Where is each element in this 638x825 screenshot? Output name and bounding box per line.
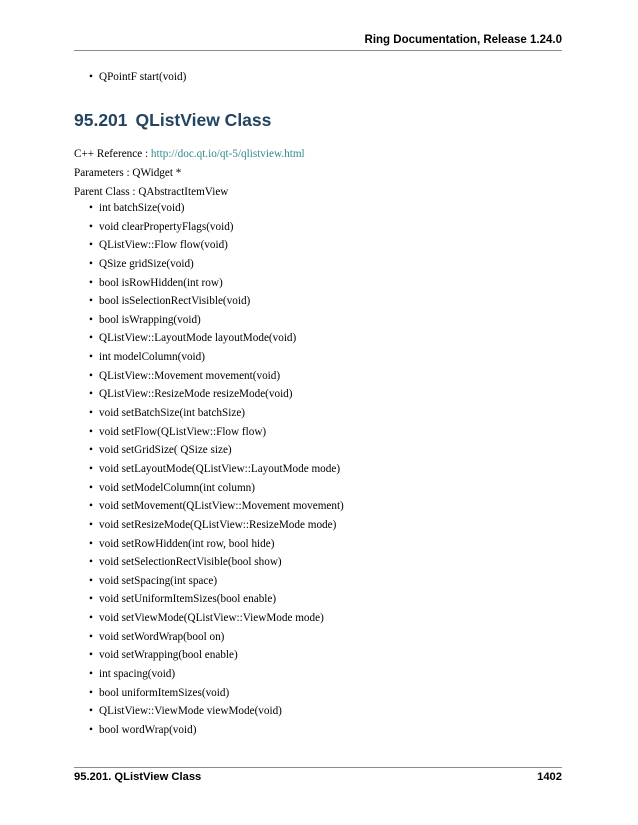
bullet-icon: •	[89, 444, 93, 457]
section-heading	[74, 110, 271, 131]
bullet-icon: •	[89, 202, 93, 214]
list-item	[74, 499, 344, 518]
method-signature: bool isRowHidden(int row)	[99, 276, 223, 289]
list-item	[74, 704, 344, 723]
method-signature: bool uniformItemSizes(void)	[99, 686, 230, 699]
bullet-icon: •	[89, 593, 93, 606]
method-signature: QListView::ViewMode viewMode(void)	[99, 705, 282, 718]
bullet-icon: •	[89, 351, 93, 364]
method-signature: void clearPropertyFlags(void)	[99, 220, 234, 233]
list-item	[74, 630, 344, 649]
bullet-icon: •	[89, 276, 93, 289]
list-item	[74, 686, 344, 705]
method-signature: void setSelectionRectVisible(bool show)	[99, 556, 282, 569]
reference-link[interactable]: http://doc.qt.io/qt-5/qlistview.html	[150, 148, 305, 160]
bullet-icon: •	[89, 388, 93, 401]
list-item	[74, 294, 344, 313]
section-number: 95.201	[74, 110, 128, 130]
footer-section-label: 95.201. QListView Class	[74, 771, 202, 783]
list-item-text: QPointF start(void)	[99, 71, 187, 83]
cpp-reference	[74, 147, 305, 161]
bullet-icon: •	[89, 462, 93, 475]
bullet-icon: •	[89, 332, 93, 345]
bullet-icon: •	[89, 668, 93, 681]
bullet-icon: •	[89, 257, 93, 270]
bullet-icon: •	[89, 537, 93, 550]
method-signature: QListView::ResizeMode resizeMode(void)	[99, 388, 293, 401]
bullet-icon: •	[89, 612, 93, 625]
list-item	[74, 276, 344, 295]
list-item	[74, 350, 344, 369]
method-signature: void setBatchSize(int batchSize)	[99, 407, 246, 420]
reference-label: C++ Reference :	[74, 148, 151, 160]
method-signature: QListView::LayoutMode layoutMode(void)	[99, 332, 297, 345]
bullet-icon: •	[89, 71, 93, 83]
list-item	[74, 555, 344, 574]
list-item	[74, 723, 344, 742]
list-item	[74, 574, 344, 593]
method-signature: QListView::Movement movement(void)	[99, 369, 281, 382]
method-signature: int modelColumn(void)	[99, 351, 205, 364]
list-item	[74, 481, 344, 500]
bullet-icon: •	[89, 574, 93, 587]
page-number: 1402	[537, 771, 562, 783]
list-item	[74, 369, 344, 388]
method-signature: void setMovement(QListView::Movement movement)	[99, 500, 344, 513]
list-item	[74, 592, 344, 611]
method-signature: void setViewMode(QListView::ViewMode mode)	[99, 612, 324, 625]
method-signature: QSize gridSize(void)	[99, 257, 194, 270]
bullet-icon: •	[89, 239, 93, 252]
method-signature: void setUniformItemSizes(bool enable)	[99, 593, 277, 606]
bullet-icon: •	[89, 295, 93, 308]
bullet-icon: •	[89, 518, 93, 531]
list-item	[74, 406, 344, 425]
method-signature: void setSpacing(int space)	[99, 574, 218, 587]
list-item	[74, 70, 186, 84]
bullet-icon: •	[89, 705, 93, 718]
list-item	[74, 443, 344, 462]
footer-divider	[74, 767, 562, 768]
bullet-icon: •	[89, 407, 93, 420]
list-item	[74, 313, 344, 332]
bullet-icon: •	[89, 723, 93, 736]
list-item	[74, 331, 344, 350]
bullet-icon: •	[89, 313, 93, 326]
list-item	[74, 462, 344, 481]
list-item	[74, 220, 344, 239]
list-item	[74, 238, 344, 257]
bullet-icon: •	[89, 425, 93, 438]
list-item	[74, 537, 344, 556]
bullet-icon: •	[89, 500, 93, 513]
method-signature: void setWordWrap(bool on)	[99, 630, 225, 643]
bullet-icon: •	[89, 630, 93, 643]
method-signature: bool isSelectionRectVisible(void)	[99, 295, 251, 308]
parameters-line: Parameters : QWidget *	[74, 167, 182, 179]
section-title: QListView Class	[135, 110, 272, 130]
method-signature: int spacing(void)	[99, 668, 176, 681]
bullet-icon: •	[89, 686, 93, 699]
list-item	[74, 667, 344, 686]
methods-list	[74, 201, 344, 742]
method-signature: void setGridSize( QSize size)	[99, 444, 232, 457]
method-signature: bool isWrapping(void)	[99, 313, 201, 326]
bullet-icon: •	[89, 481, 93, 494]
bullet-icon: •	[89, 556, 93, 569]
bullet-icon: •	[89, 649, 93, 662]
method-signature: QListView::Flow flow(void)	[99, 239, 228, 252]
method-signature: void setRowHidden(int row, bool hide)	[99, 537, 275, 550]
list-item	[74, 425, 344, 444]
previous-methods-list	[74, 70, 186, 84]
method-signature: void setWrapping(bool enable)	[99, 649, 238, 662]
method-signature: bool wordWrap(void)	[99, 723, 197, 736]
list-item	[74, 201, 344, 220]
bullet-icon: •	[89, 369, 93, 382]
bullet-icon: •	[89, 220, 93, 233]
parent-class-line: Parent Class : QAbstractItemView	[74, 186, 229, 198]
method-signature: void setResizeMode(QListView::ResizeMode mode)	[99, 518, 337, 531]
header-divider	[74, 50, 562, 51]
list-item	[74, 611, 344, 630]
method-signature: void setModelColumn(int column)	[99, 481, 255, 494]
list-item	[74, 518, 344, 537]
method-signature: void setFlow(QListView::Flow flow)	[99, 425, 267, 438]
list-item	[74, 387, 344, 406]
list-item	[74, 257, 344, 276]
list-item	[74, 648, 344, 667]
document-title: Ring Documentation, Release 1.24.0	[364, 34, 562, 46]
method-signature: int batchSize(void)	[99, 202, 185, 214]
method-signature: void setLayoutMode(QListView::LayoutMode mode)	[99, 462, 341, 475]
